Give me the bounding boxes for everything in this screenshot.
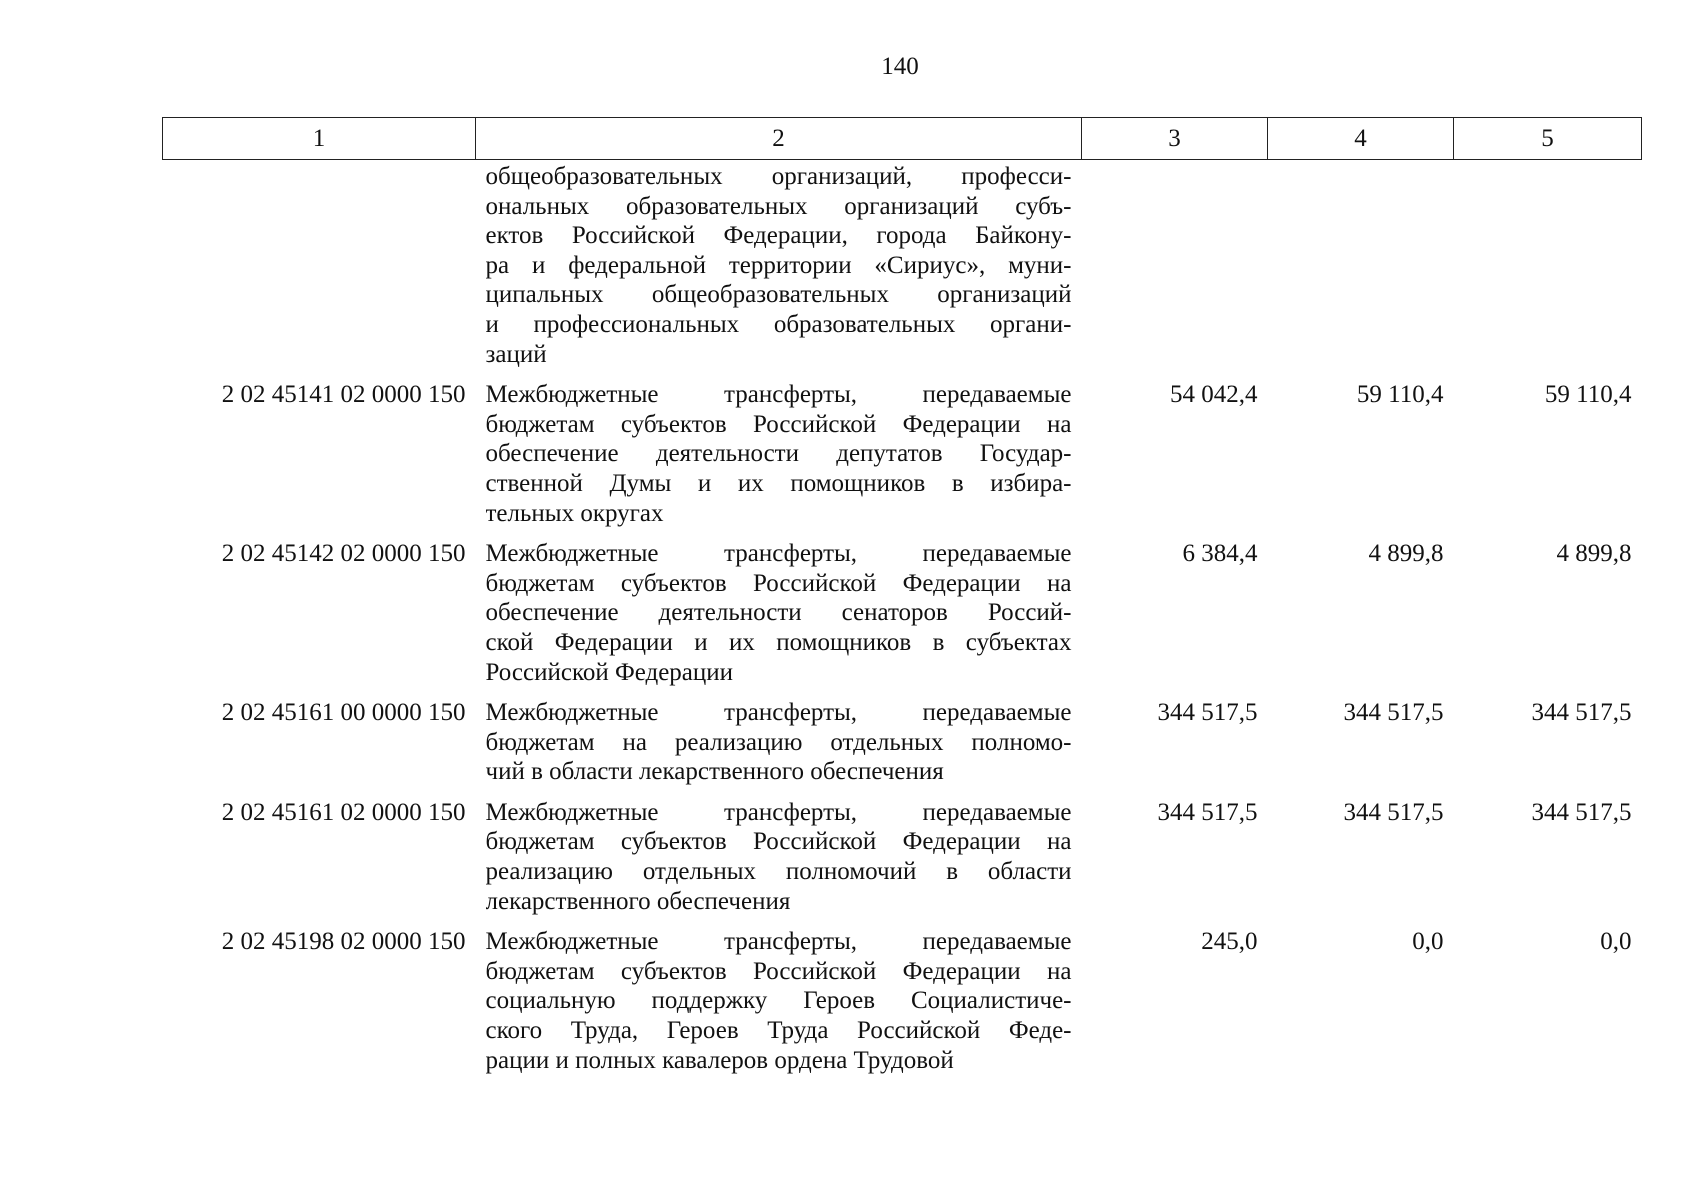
amount-cell-3: 344 517,5 bbox=[1157, 699, 1258, 727]
description-line: Российской Федерации bbox=[485, 658, 734, 686]
description-cell bbox=[476, 379, 1082, 538]
column-header-4: 4 bbox=[1268, 118, 1454, 160]
description-line: ственной Думы и их помощников в избира- bbox=[485, 469, 1072, 497]
description-line: бюджетам субъектов Российской Федерации на bbox=[485, 569, 1072, 597]
amount-cell-5: 4 899,8 bbox=[1556, 540, 1632, 568]
description-line: социальную поддержку Героев Социалистиче- bbox=[485, 987, 1072, 1015]
amount-cell-4: 4 899,8 bbox=[1368, 540, 1444, 568]
description-line: лекарственного обеспечения bbox=[485, 887, 791, 915]
table-body bbox=[163, 160, 1642, 1086]
description-line: ра и федеральной территории «Сириус», муни- bbox=[485, 251, 1072, 279]
amount-cell-5 bbox=[1454, 160, 1642, 380]
description-cell bbox=[476, 797, 1082, 926]
budget-code-cell: 2 02 45142 02 0000 150 bbox=[221, 540, 466, 568]
table-row bbox=[163, 160, 1642, 380]
description-line: реализацию отдельных полномочий в области bbox=[485, 858, 1072, 886]
column-header-3: 3 bbox=[1082, 118, 1268, 160]
column-header-2: 2 bbox=[476, 118, 1082, 160]
amount-cell-3: 54 042,4 bbox=[1170, 381, 1258, 409]
description-line: Межбюджетные трансферты, передаваемые bbox=[485, 928, 1072, 956]
description-line: обеспечение деятельности сенаторов Россий- bbox=[485, 599, 1072, 627]
table-row bbox=[163, 797, 1642, 926]
description-line: чий в области лекарственного обеспечения bbox=[485, 758, 944, 786]
amount-cell-3: 344 517,5 bbox=[1157, 798, 1258, 826]
description-cell bbox=[476, 926, 1082, 1085]
description-line: общеобразовательных организаций, професси- bbox=[485, 163, 1072, 190]
column-header-5: 5 bbox=[1454, 118, 1642, 160]
description-line: ской Федерации и их помощников в субъектах bbox=[485, 628, 1072, 656]
description-line: ского Труда, Героев Труда Российской Феде- bbox=[485, 1017, 1072, 1045]
amount-cell-4 bbox=[1268, 160, 1454, 380]
description-line: обеспечение деятельности депутатов Государ- bbox=[485, 440, 1072, 468]
page-number: 140 bbox=[881, 53, 919, 80]
table-header bbox=[163, 118, 1642, 160]
description-line: рации и полных кавалеров ордена Трудовой bbox=[485, 1046, 954, 1074]
description-line: Межбюджетные трансферты, передаваемые bbox=[485, 540, 1072, 568]
description-line: ципальных общеобразовательных организаций bbox=[485, 281, 1072, 309]
budget-code-cell: 2 02 45198 02 0000 150 bbox=[221, 928, 466, 956]
column-header-1: 1 bbox=[163, 118, 476, 160]
amount-cell-4: 344 517,5 bbox=[1343, 699, 1444, 727]
amount-cell-4: 344 517,5 bbox=[1343, 798, 1444, 826]
table-row bbox=[163, 926, 1642, 1085]
description-line: заций bbox=[485, 340, 547, 368]
description-line: бюджетам на реализацию отдельных полномо- bbox=[485, 728, 1072, 756]
table-row bbox=[163, 697, 1642, 797]
amount-cell-5: 59 110,4 bbox=[1544, 381, 1632, 409]
description-line: ональных образовательных организаций субъ- bbox=[485, 192, 1072, 220]
amount-cell-4: 0,0 bbox=[1412, 928, 1444, 956]
budget-code-cell: 2 02 45161 02 0000 150 bbox=[221, 798, 466, 826]
budget-code-cell: 2 02 45141 02 0000 150 bbox=[221, 381, 466, 409]
amount-cell-5: 344 517,5 bbox=[1531, 798, 1632, 826]
budget-code-cell bbox=[163, 160, 476, 380]
description-line: бюджетам субъектов Российской Федерации на bbox=[485, 957, 1072, 985]
table-row bbox=[163, 538, 1642, 697]
budget-code-cell: 2 02 45161 00 0000 150 bbox=[221, 699, 466, 727]
description-cell bbox=[476, 697, 1082, 797]
description-line: ектов Российской Федерации, города Байкону- bbox=[485, 222, 1072, 250]
description-line: бюджетам субъектов Российской Федерации на bbox=[485, 828, 1072, 856]
description-line: Межбюджетные трансферты, передаваемые bbox=[485, 381, 1072, 409]
description-line: Межбюджетные трансферты, передаваемые bbox=[485, 699, 1072, 727]
description-cell bbox=[476, 160, 1082, 380]
table-row bbox=[163, 379, 1642, 538]
header-row bbox=[163, 118, 1642, 160]
amount-cell-3 bbox=[1082, 160, 1268, 380]
amount-cell-3: 245,0 bbox=[1201, 928, 1258, 956]
budget-table bbox=[162, 117, 1642, 1085]
amount-cell-3: 6 384,4 bbox=[1182, 540, 1258, 568]
amount-cell-5: 344 517,5 bbox=[1531, 699, 1632, 727]
description-line: бюджетам субъектов Российской Федерации на bbox=[485, 410, 1072, 438]
description-line: тельных округах bbox=[485, 499, 664, 527]
description-line: и профессиональных образовательных органи- bbox=[485, 310, 1072, 338]
amount-cell-5: 0,0 bbox=[1600, 928, 1632, 956]
description-line: Межбюджетные трансферты, передаваемые bbox=[485, 798, 1072, 826]
description-cell bbox=[476, 538, 1082, 697]
amount-cell-4: 59 110,4 bbox=[1356, 381, 1444, 409]
